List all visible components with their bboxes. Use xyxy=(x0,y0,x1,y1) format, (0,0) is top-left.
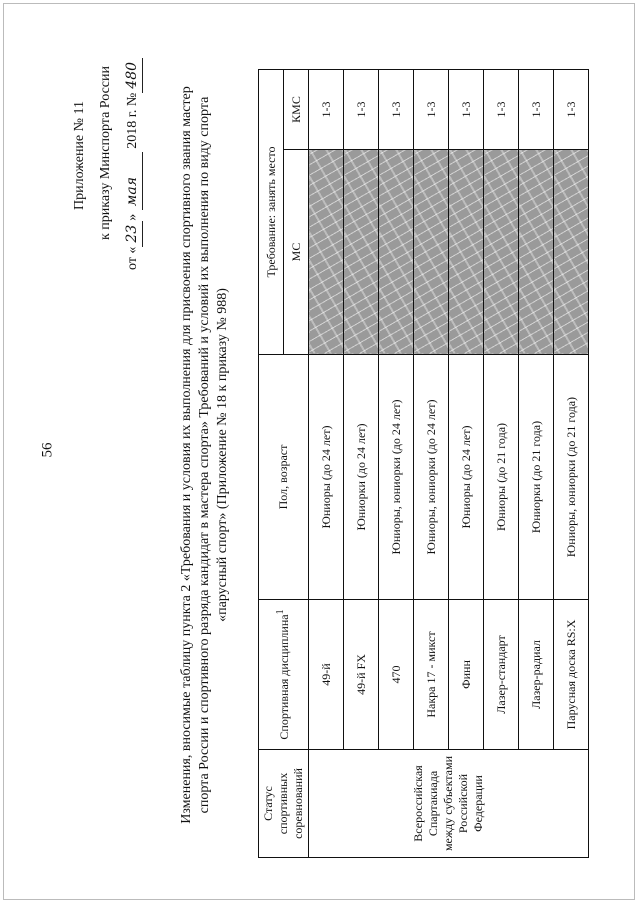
status-cell: Всероссийская Спартакиада между субъектами Российской Федерации xyxy=(309,750,589,858)
approval-block xyxy=(70,40,143,270)
discipline-cell: 49-й FX xyxy=(344,600,379,750)
table-row xyxy=(554,70,589,858)
ms-cell-shaded xyxy=(344,150,379,355)
discipline-cell: 470 xyxy=(379,600,414,750)
approval-line1: Приложение № 11 xyxy=(72,101,87,210)
gender-age-cell: Юниоры (до 24 лет) xyxy=(309,355,344,600)
approval-date-line xyxy=(122,40,143,270)
kms-cell: 1-3 xyxy=(519,70,554,150)
kms-cell: 1-3 xyxy=(554,70,589,150)
kms-cell: 1-3 xyxy=(309,70,344,150)
ms-cell-shaded xyxy=(309,150,344,355)
table-row xyxy=(309,70,344,858)
ms-cell-shaded xyxy=(449,150,484,355)
date-prefix: от « xyxy=(125,246,140,270)
kms-cell: 1-3 xyxy=(414,70,449,150)
gender-age-cell: Юниорки (до 21 года) xyxy=(519,355,554,600)
kms-cell: 1-3 xyxy=(484,70,519,150)
gender-age-cell: Юниоры, юниорки (до 24 лет) xyxy=(414,355,449,600)
page-number: 56 xyxy=(39,442,56,458)
approval-line2: к приказу Минспорта России xyxy=(98,66,113,240)
date-mid: » xyxy=(125,213,140,221)
header-row-1 xyxy=(259,70,284,858)
table-row xyxy=(449,70,484,858)
ms-cell-shaded xyxy=(484,150,519,355)
ms-cell-shaded xyxy=(519,150,554,355)
discipline-cell: Лазер-радиал xyxy=(519,600,554,750)
discipline-cell: Парусная доска RS:X xyxy=(554,600,589,750)
discipline-cell: 49-й xyxy=(309,600,344,750)
requirements-table xyxy=(258,69,589,858)
gender-age-cell: Юниоры (до 21 года) xyxy=(484,355,519,600)
header-discipline: Спортивная дисциплина$^1$ xyxy=(259,600,309,750)
year-suffix: 2018 г. № xyxy=(125,92,140,149)
document-heading: Изменения, вносимые таблицу пункта 2 «Требования и условия их выполнения для присвоения спортивного звания мастер спорта России и спортивного разряда кандидат в мастера спорта» Требований и условий их выполнения по виду спорта «парусный спорт» (Приложение № 18 к приказу № 988) xyxy=(179,86,230,824)
header-requirement: Требование: занять место xyxy=(259,70,284,355)
table-row xyxy=(379,70,414,858)
rotated-content xyxy=(0,40,640,870)
gender-age-cell: Юниоры (до 24 лет) xyxy=(449,355,484,600)
header-kms: КМС xyxy=(284,70,309,150)
discipline-cell: Накра 17 - микст xyxy=(414,600,449,750)
ms-cell-shaded xyxy=(554,150,589,355)
table-row xyxy=(484,70,519,858)
table-row xyxy=(519,70,554,858)
ms-cell-shaded xyxy=(414,150,449,355)
order-number: 480 xyxy=(122,58,143,93)
table-row xyxy=(414,70,449,858)
discipline-cell: Лазер-стандарт xyxy=(484,600,519,750)
discipline-cell: Финн xyxy=(449,600,484,750)
header-ms: МС xyxy=(284,150,309,355)
date-month: мая xyxy=(122,152,143,210)
table-row xyxy=(344,70,379,858)
gender-age-cell: Юниоры, юниорки (до 24 лет) xyxy=(379,355,414,600)
date-day: 23 xyxy=(122,221,143,247)
kms-cell: 1-3 xyxy=(344,70,379,150)
ms-cell-shaded xyxy=(379,150,414,355)
kms-cell: 1-3 xyxy=(449,70,484,150)
header-status: Статус спортивных соревнований xyxy=(259,750,309,858)
gender-age-cell: Юниоры, юниорки (до 21 года) xyxy=(554,355,589,600)
header-gender-age: Пол, возраст xyxy=(259,355,309,600)
gender-age-cell: Юниорки (до 24 лет) xyxy=(344,355,379,600)
kms-cell: 1-3 xyxy=(379,70,414,150)
